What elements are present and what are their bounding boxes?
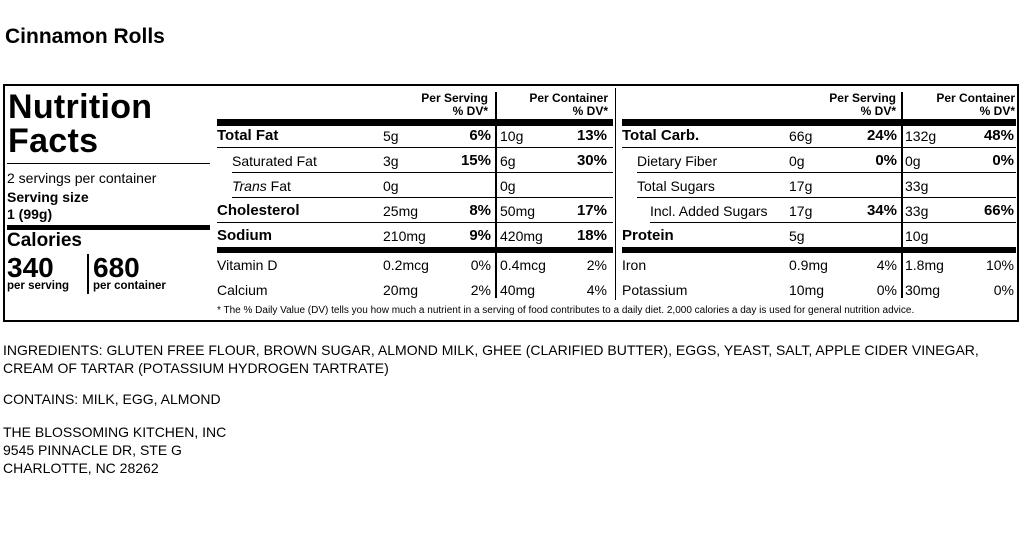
contains-text: CONTAINS: MILK, EGG, ALMOND	[3, 391, 221, 407]
nutrient-name: Potassium	[622, 282, 688, 298]
container-dv: 2%	[586, 257, 607, 273]
nutrient-name: Saturated Fat	[232, 153, 317, 169]
nutrient-name-italic: Trans	[232, 178, 267, 194]
left-row-rule	[217, 147, 613, 148]
nutrient-name: Total Sugars	[637, 178, 715, 194]
heading-divider	[7, 163, 210, 164]
container-dv: 48%	[983, 127, 1014, 144]
serving-amount: 17g	[789, 178, 813, 194]
nutrient-row	[217, 151, 613, 169]
calories-label: Calories	[7, 230, 82, 251]
container-amount: 6g	[500, 153, 516, 169]
serving-dv: 34%	[866, 202, 897, 219]
serving-amount: 3g	[383, 153, 399, 169]
container-dv: 0%	[992, 152, 1014, 169]
nutrient-name: Protein	[622, 227, 674, 244]
nutrient-row	[622, 126, 1016, 144]
nutrient-row	[622, 201, 1016, 219]
left-row-rule	[217, 222, 613, 223]
nutrient-name: Total Carb.	[622, 127, 700, 144]
container-amount: 0g	[500, 178, 516, 194]
nutrient-name: Incl. Added Sugars	[650, 203, 768, 219]
right-row-rule	[622, 247, 1016, 253]
serving-dv: 0%	[470, 257, 491, 273]
nutrient-name: Cholesterol	[217, 202, 300, 219]
nutrient-row	[217, 226, 613, 244]
nutrient-name: Total Fat	[217, 127, 279, 144]
serving-dv: 0%	[875, 152, 897, 169]
serving-amount: 5g	[789, 228, 805, 244]
container-amount: 33g	[905, 203, 929, 219]
serving-amount: 0.2mcg	[383, 257, 429, 273]
serving-size-value: 1 (99g)	[7, 206, 53, 222]
nutrient-name	[232, 178, 291, 194]
container-amount: 40mg	[500, 282, 536, 298]
manufacturer-address	[3, 423, 226, 477]
serving-amount: 25mg	[383, 203, 419, 219]
container-amount: 50mg	[500, 203, 536, 219]
container-amount: 30mg	[905, 282, 941, 298]
nutrient-row	[622, 226, 1016, 244]
container-amount: 10g	[500, 128, 524, 144]
servings-per-container: 2 servings per container	[7, 170, 157, 186]
container-dv: 18%	[576, 227, 607, 244]
serving-amount: 0g	[383, 178, 399, 194]
nutrient-row	[622, 176, 1016, 194]
serving-amount: 210mg	[383, 228, 426, 244]
left-per-container-header: Per Container % DV*	[529, 91, 608, 118]
nutrient-name: Sodium	[217, 227, 272, 244]
address-line-3: CHARLOTTE, NC 28262	[3, 460, 159, 476]
nutrient-name: Dietary Fiber	[637, 153, 718, 169]
nutrient-row	[622, 255, 1016, 273]
left-top-rule	[217, 119, 613, 126]
serving-dv: 6%	[469, 127, 491, 144]
nutrient-row	[217, 176, 613, 194]
right-row-rule	[650, 222, 1016, 223]
nutrient-row	[217, 126, 613, 144]
nutrition-facts-heading	[8, 90, 152, 158]
container-dv: 10%	[985, 257, 1014, 273]
serving-amount: 66g	[789, 128, 813, 144]
left-per-serving-header: Per Serving % DV*	[421, 91, 488, 118]
right-nutrient-table	[622, 0, 1016, 330]
serving-dv: 0%	[876, 282, 897, 298]
container-amount: 132g	[905, 128, 937, 144]
calories-per-container: 680	[93, 252, 140, 283]
serving-dv: 4%	[876, 257, 897, 273]
nutrient-name-rest: Fat	[266, 178, 291, 194]
nutrient-row	[217, 201, 613, 219]
container-amount: 0g	[905, 153, 921, 169]
address-line-1: THE BLOSSOMING KITCHEN, INC	[3, 424, 227, 440]
heading-line-2: Facts	[8, 122, 99, 160]
serving-amount: 0.9mg	[789, 257, 828, 273]
container-dv: 66%	[983, 202, 1014, 219]
serving-amount: 10mg	[789, 282, 825, 298]
per-serving-label: per serving	[7, 280, 69, 292]
nutrient-name: Calcium	[217, 282, 268, 298]
calories-separator	[87, 254, 89, 294]
serving-size-label: Serving size	[7, 189, 89, 205]
container-amount: 10g	[905, 228, 929, 244]
heading-line-1: Nutrition	[8, 88, 153, 126]
serving-dv: 2%	[470, 282, 491, 298]
serving-amount: 20mg	[383, 282, 419, 298]
serving-amount: 5g	[383, 128, 399, 144]
container-amount: 33g	[905, 178, 929, 194]
right-row-rule	[622, 147, 1016, 148]
nutrient-row	[217, 280, 613, 298]
product-title: Cinnamon Rolls	[5, 25, 165, 48]
calories-per-serving: 340	[7, 252, 54, 283]
right-per-serving-header: Per Serving % DV*	[829, 91, 896, 118]
per-container-label: per container	[93, 280, 166, 292]
ingredients-text: INGREDIENTS: GLUTEN FREE FLOUR, BROWN SUGAR, ALMOND MILK, GHEE (CLARIFIED BUTTER), EGGS, YEAST, SALT, APPLE CIDER VINEGAR, CREAM OF TARTAR (POTASSIUM HYDROGEN TARTRATE)	[3, 342, 979, 376]
serving-dv: 24%	[866, 127, 897, 144]
nutrient-row	[622, 151, 1016, 169]
container-amount: 420mg	[500, 228, 543, 244]
serving-amount: 17g	[789, 203, 813, 219]
right-row-rule	[637, 197, 1016, 198]
container-dv: 13%	[576, 127, 607, 144]
center-divider	[615, 88, 616, 300]
nutrient-name: Iron	[622, 257, 647, 273]
right-per-container-header: Per Container % DV*	[936, 91, 1015, 118]
left-row-rule	[232, 172, 613, 173]
right-top-rule	[622, 119, 1016, 126]
nutrient-row	[217, 255, 613, 273]
container-dv: 30%	[576, 152, 607, 169]
serving-amount: 0g	[789, 153, 805, 169]
nutrient-name: Vitamin D	[217, 257, 278, 273]
container-dv: 0%	[993, 282, 1014, 298]
right-row-rule	[637, 172, 1016, 173]
serving-dv: 8%	[469, 202, 491, 219]
daily-value-footnote: * The % Daily Value (DV) tells you how much a nutrient in a serving of food contributes to a daily diet. 2,000 calories a day is used for general nutrition advice.	[217, 305, 915, 316]
nutrient-row	[622, 280, 1016, 298]
left-nutrient-table	[217, 0, 613, 330]
serving-dv: 9%	[469, 227, 491, 244]
container-amount: 1.8mg	[905, 257, 944, 273]
container-amount: 0.4mcg	[500, 257, 546, 273]
serving-dv: 15%	[460, 152, 491, 169]
container-dv: 17%	[576, 202, 607, 219]
left-row-rule	[232, 197, 613, 198]
container-dv: 4%	[586, 282, 607, 298]
left-row-rule	[217, 247, 613, 253]
address-line-2: 9545 PINNACLE DR, STE G	[3, 442, 182, 458]
